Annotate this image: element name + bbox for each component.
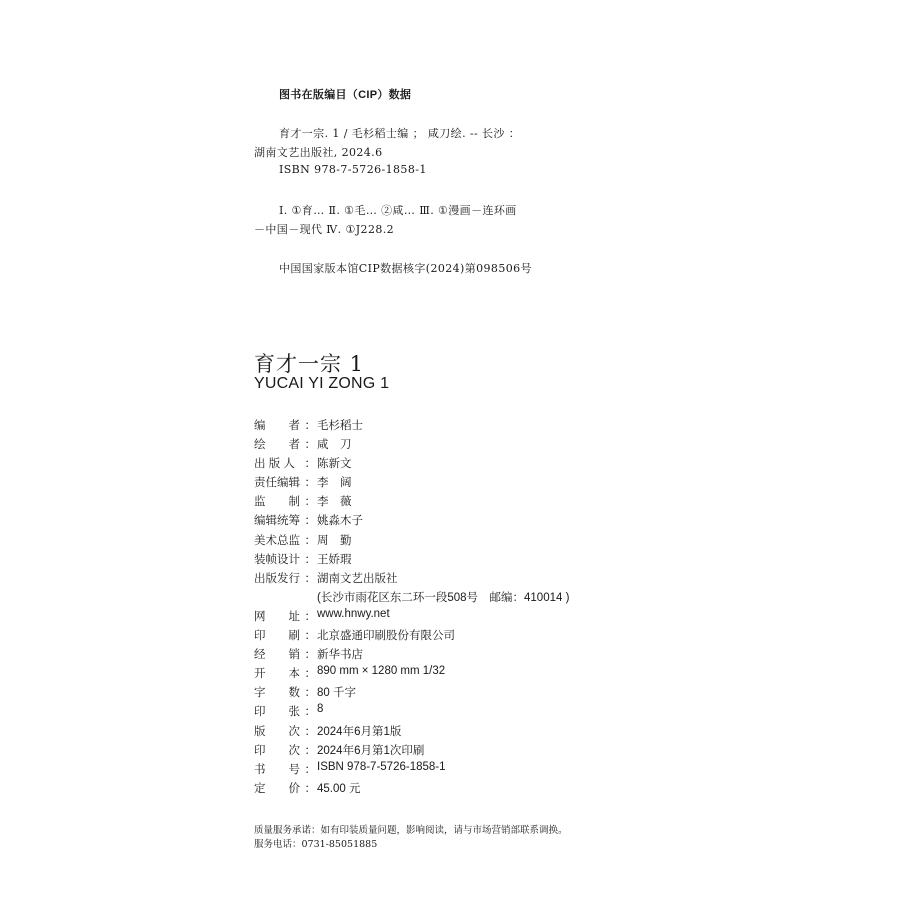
imprint-label: 编 者 ：	[254, 420, 316, 432]
imprint-value: 陈新文	[317, 458, 352, 471]
imprint-label: 字 数 ：	[254, 687, 316, 700]
imprint-label: 绘 者 ：	[254, 439, 316, 452]
imprint-value: 北京盛通印刷股份有限公司	[317, 630, 455, 643]
imprint-value: 新华书店	[317, 649, 363, 662]
imprint-label: 出版发行 ：	[254, 572, 316, 585]
imprint-value: 45.00 元	[317, 782, 361, 795]
imprint-value: ISBN 978-7-5726-1858-1	[317, 760, 446, 773]
imprint-value: 王娇瑕	[317, 553, 352, 566]
imprint-label: 印 张 ：	[254, 706, 316, 719]
imprint-label: 定 价 ：	[254, 782, 316, 795]
imprint-value: 8	[317, 703, 324, 716]
cip-line: 育才一宗. 1 / 毛杉稻士编 ； 咸刀绘. -- 长沙 ：	[279, 127, 521, 140]
imprint-label: 责任编辑 ：	[254, 477, 316, 490]
imprint-value: 80 千字	[317, 687, 356, 700]
imprint-label: 美术总监 ：	[254, 534, 316, 547]
imprint-value: 咸 刀	[317, 439, 352, 452]
cip-line: 湖南文艺出版社, 2024.6	[254, 146, 383, 159]
cip-line: ISBN 978-7-5726-1858-1	[279, 163, 427, 176]
service-phone: 服务电话：0731-85051885	[254, 839, 378, 850]
cip-line: Ⅰ. ①育… Ⅱ. ①毛… ②咸… Ⅲ. ①漫画－连环画	[279, 204, 517, 217]
cip-line: －中国－现代 Ⅳ. ①J228.2	[254, 223, 395, 236]
imprint-value: 周 勤	[317, 534, 352, 547]
imprint-value: 890 mm × 1280 mm 1/32	[317, 665, 446, 678]
book-title-english: YUCAI YI ZONG 1	[254, 375, 390, 392]
imprint-label: 装帧设计 ：	[254, 553, 316, 566]
imprint-label: 印 次 ：	[254, 744, 316, 757]
imprint-value: 姚淼木子	[317, 515, 363, 528]
imprint-label: 编辑统筹 ：	[254, 515, 316, 528]
publisher-address: (长沙市雨花区东二环一段508号 邮编：410014 )	[317, 591, 570, 604]
cip-number: 中国国家版本馆CIP数据核字(2024)第098506号	[279, 262, 532, 275]
imprint-label: 印 刷 ：	[254, 630, 316, 643]
imprint-label: 版 次 ：	[254, 725, 316, 738]
imprint-value: 李 阔	[317, 477, 352, 490]
service-promise: 质量服务承诺：如有印装质量问题，影响阅读，请与市场营销部联系调换。	[254, 825, 568, 836]
imprint-value: 李 薇	[317, 496, 352, 509]
imprint-label: 出 版 人 ：	[254, 458, 316, 471]
cip-heading: 图书在版编目（CIP）数据	[279, 89, 412, 101]
book-title-chinese: 育才一宗 1	[254, 352, 365, 376]
imprint-value: 毛杉稻士	[317, 420, 363, 432]
imprint-value: www.hnwy.net	[317, 607, 390, 620]
imprint-value: 2024年6月第1次印刷	[317, 744, 425, 757]
imprint-label: 书 号 ：	[254, 763, 316, 776]
imprint-label: 网 址 ：	[254, 610, 316, 623]
imprint-label: 开 本 ：	[254, 668, 316, 681]
imprint-value: 湖南文艺出版社	[317, 572, 398, 585]
imprint-value: 2024年6月第1版	[317, 725, 402, 738]
imprint-label: 经 销 ：	[254, 649, 316, 662]
imprint-label: 监 制 ：	[254, 496, 316, 509]
